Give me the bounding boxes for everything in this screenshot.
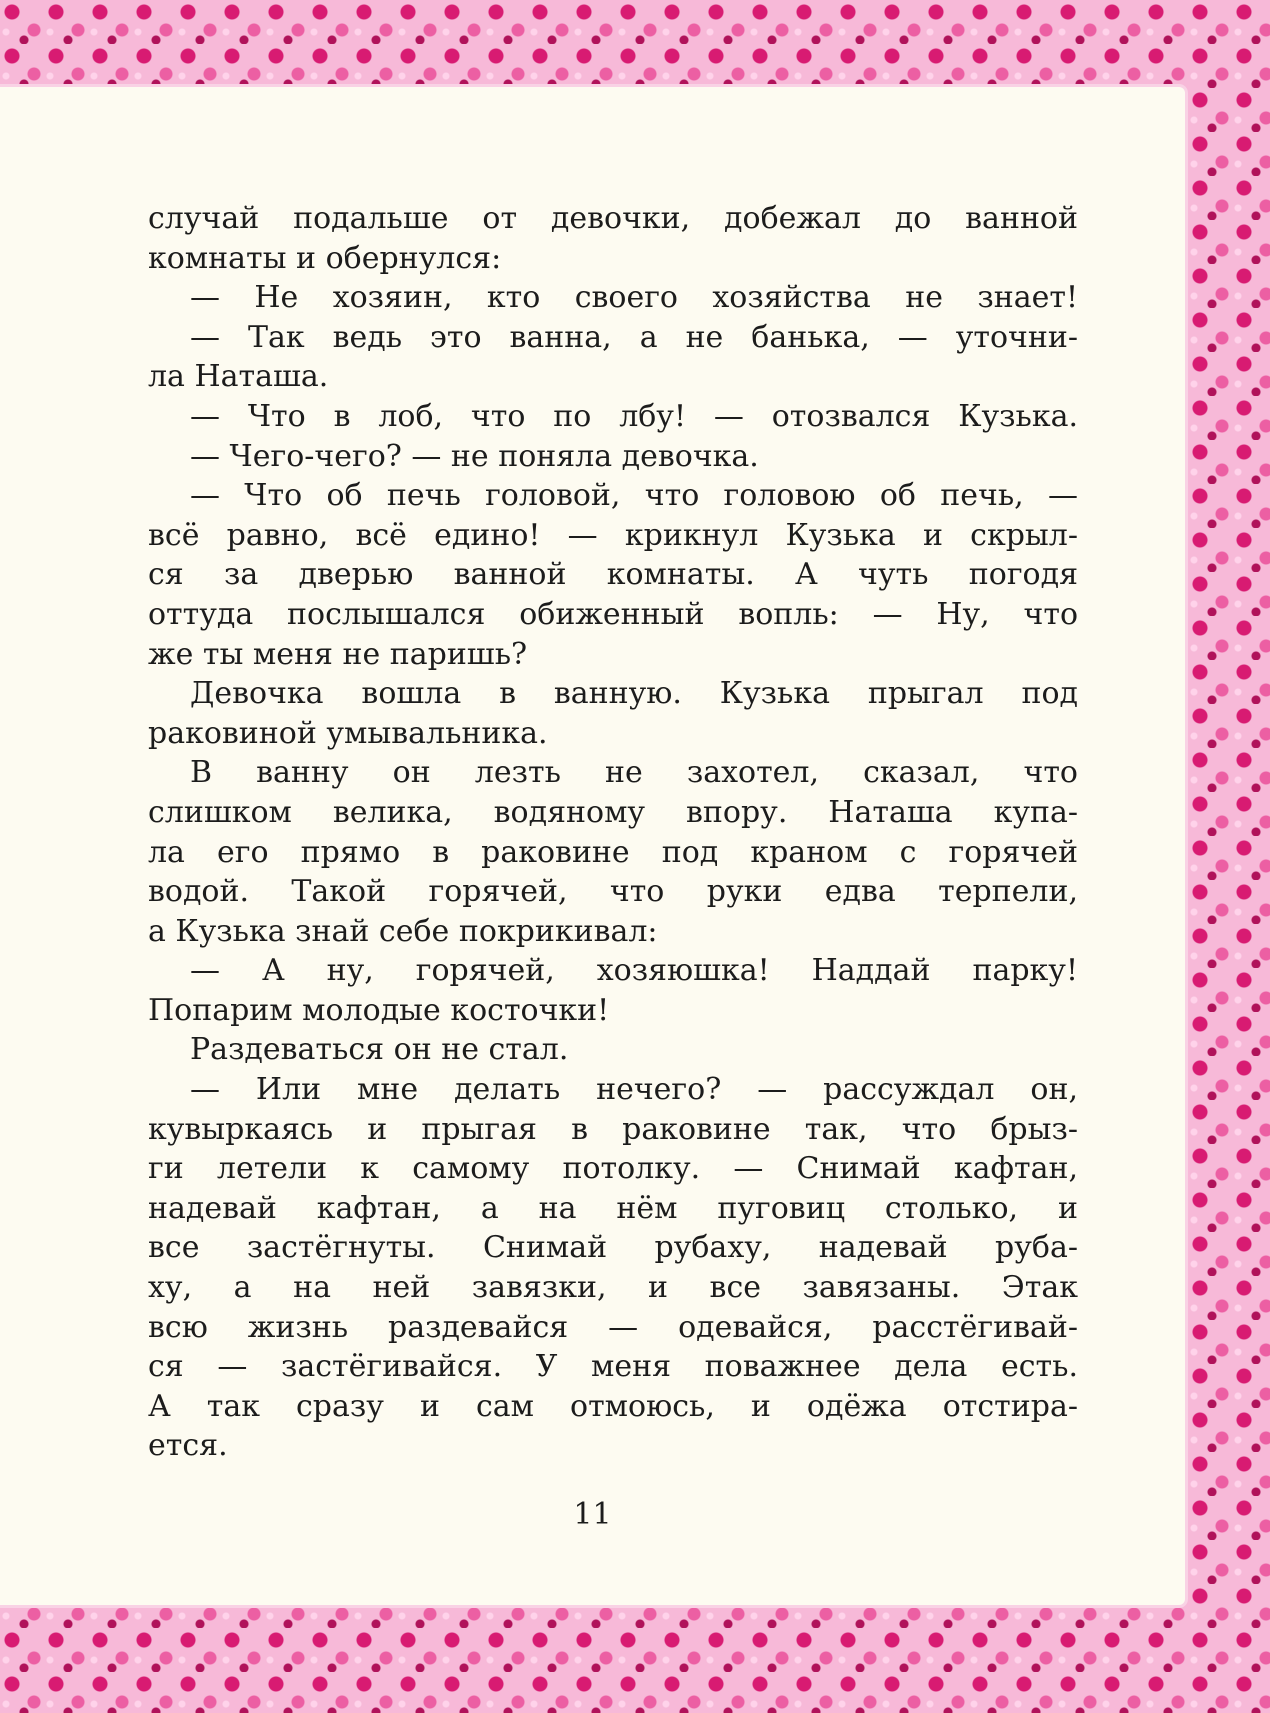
text-line: — А ну, горячей, хозяюшка! Наддай парку! xyxy=(190,953,1078,989)
text-line: — Что в лоб, что по лбу! — отозвался Кузька. xyxy=(190,398,1078,434)
text-line: Раздеваться он не стал. xyxy=(190,1032,569,1068)
text-line: — Или мне делать нечего? — рассуждал он, xyxy=(190,1072,1078,1108)
text-line: А так сразу и сам отмоюсь, и одёжа отстира- xyxy=(148,1388,1078,1424)
text-line: ху, а на ней завязки, и все завязаны. Этак xyxy=(148,1270,1078,1306)
text-line: ся — застёгивайся. У меня поважнее дела есть. xyxy=(148,1349,1078,1385)
text-line: — Не хозяин, кто своего хозяйства не знает! xyxy=(190,280,1078,316)
text-line: кувыркаясь и прыгая в раковине так, что брыз- xyxy=(148,1111,1078,1147)
text-line: все застёгнуты. Снимай рубаху, надевай руба- xyxy=(148,1230,1078,1266)
text-line: же ты меня не паришь? xyxy=(148,636,528,672)
text-line: Попарим молодые косточки! xyxy=(148,992,610,1028)
text-line: случай подальше от девочки, добежал до ванной xyxy=(148,201,1078,236)
text-line: всю жизнь раздевайся — одевайся, расстёгивай- xyxy=(148,1309,1078,1345)
text-line: раковиной умывальника. xyxy=(148,715,548,751)
text-line: надевай кафтан, а на нём пуговиц столько, и xyxy=(148,1190,1078,1226)
text-line: оттуда послышался обиженный вопль: — Ну, что xyxy=(148,596,1078,632)
text-line: ется. xyxy=(148,1428,228,1464)
text-line: комнаты и обернулся: xyxy=(148,240,502,276)
text-line: ла его прямо в раковине под краном с горячей xyxy=(148,834,1078,870)
text-line: Девочка вошла в ванную. Кузька прыгал под xyxy=(190,676,1078,712)
text-line: ги летели к самому потолку. — Снимай кафтан, xyxy=(148,1151,1078,1187)
text-line: — Так ведь это ванна, а не банька, — уточни- xyxy=(190,319,1078,355)
text-line: слишком велика, водяному впору. Наташа купа- xyxy=(148,794,1078,830)
body-text xyxy=(148,199,1078,1466)
page-number: 11 xyxy=(573,1497,612,1532)
text-line: ла Наташа. xyxy=(148,359,329,395)
book-page xyxy=(0,87,1185,1605)
text-line: — Чего-чего? — не поняла девочка. xyxy=(190,438,759,474)
text-line: а Кузька знай себе покрикивал: xyxy=(148,913,658,949)
text-line: ся за дверью ванной комнаты. А чуть погодя xyxy=(148,557,1078,593)
text-line: всё равно, всё едино! — крикнул Кузька и скрыл- xyxy=(148,517,1078,553)
text-line: — Что об печь головой, что головою об печь, — xyxy=(190,478,1078,514)
text-line: водой. Такой горячей, что руки едва терпели, xyxy=(148,874,1078,910)
text-line: В ванну он лезть не захотел, сказал, что xyxy=(190,755,1078,791)
